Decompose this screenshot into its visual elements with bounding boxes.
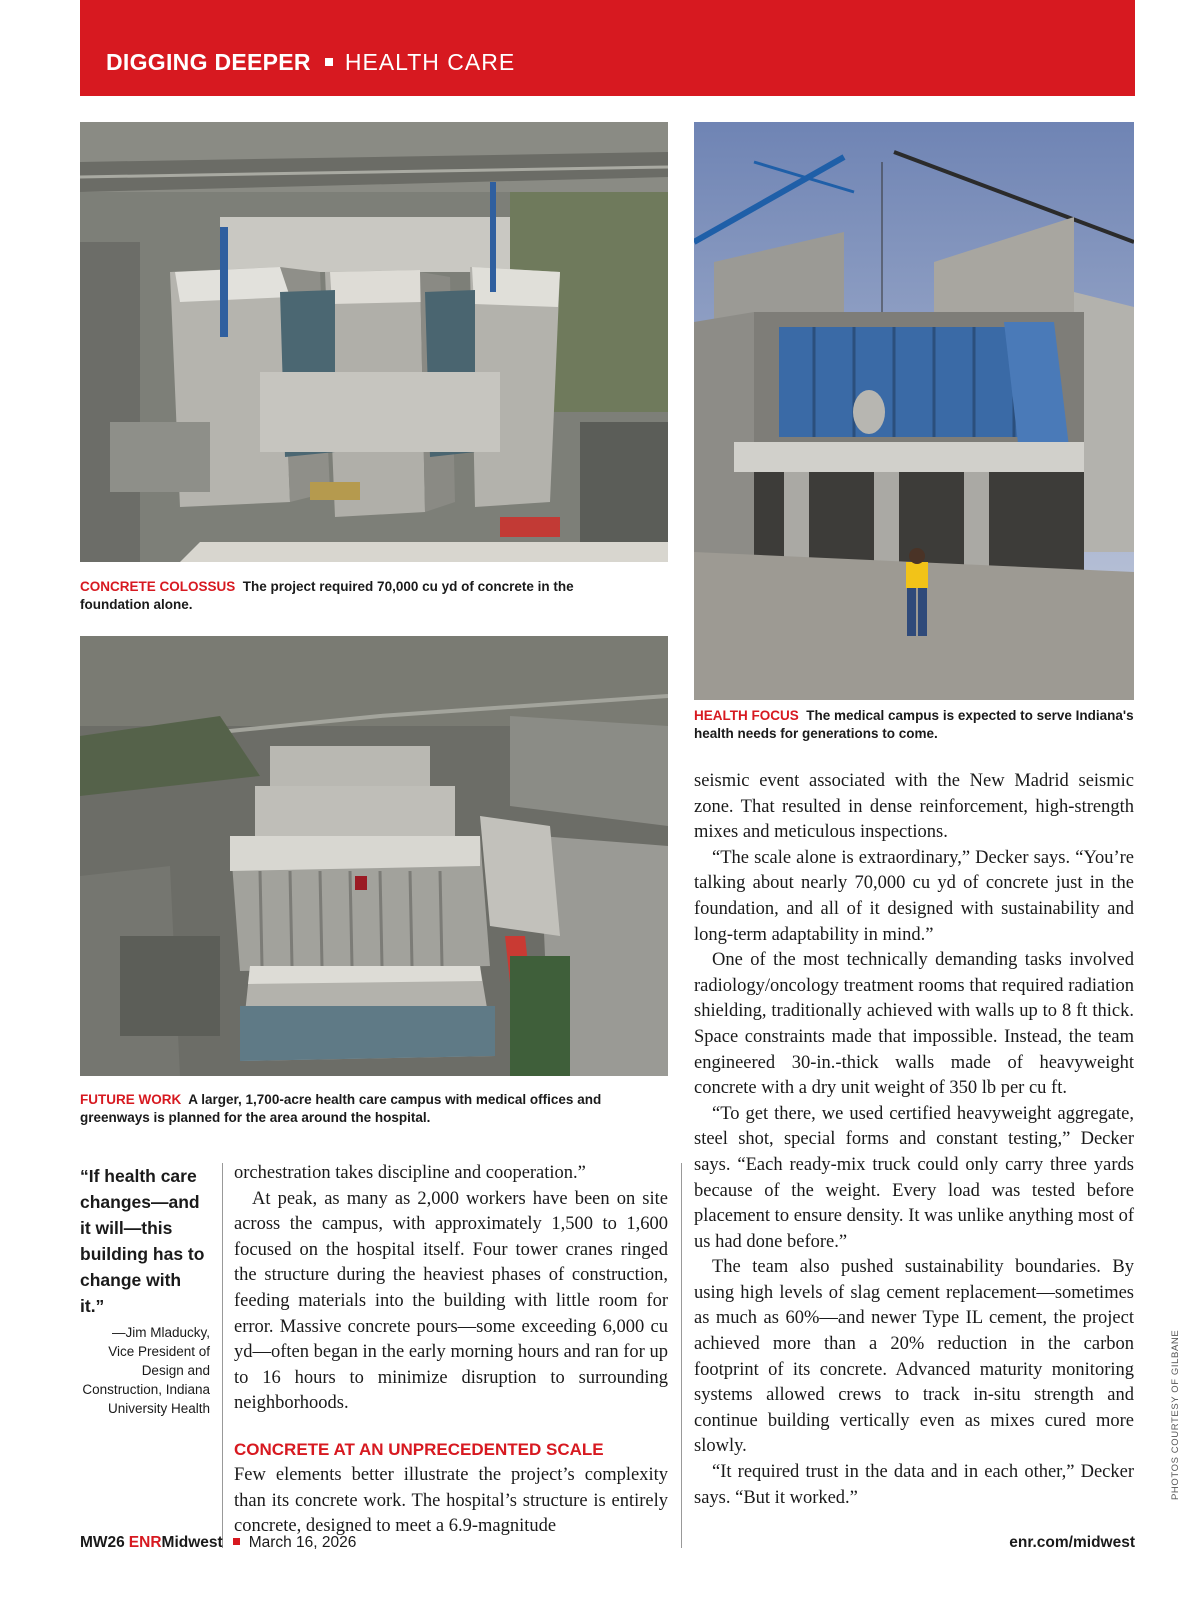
banner-kicker: DIGGING DEEPER <box>106 49 311 75</box>
article-paragraph: “The scale alone is extraordinary,” Decker says. “You’re talking about nearly 70,000 cu yd of concrete just in the foundation, and all of it designed with sustainability and long-term adaptability in mind.” <box>694 847 1134 945</box>
photo-future-work <box>80 636 668 1076</box>
caption-concrete-colossus <box>80 578 640 614</box>
article-paragraph: “To get there, we used certified heavyweight aggregate, steel shot, special forms and constant testing,” Decker says. “Each ready-mix truck could only carry three yards because of the weight. Every load was tested before placement to ensure density. It was unlike anything most of us had done before.” <box>694 1103 1134 1252</box>
pull-quote-title: Vice President of Design and Construction, Indiana University Health <box>82 1344 210 1416</box>
article-column-1 <box>234 1161 668 1540</box>
footer-separator <box>233 1538 240 1545</box>
caption-label: HEALTH FOCUS <box>694 708 799 723</box>
column-rule-left <box>222 1163 223 1548</box>
caption-label: FUTURE WORK <box>80 1092 182 1107</box>
banner-text <box>106 48 515 76</box>
article-subhead: CONCRETE AT AN UNPRECEDENTED SCALE <box>234 1439 604 1459</box>
pull-quote-name: —Jim Mladucky, <box>111 1325 210 1340</box>
pull-quote-attribution <box>80 1323 210 1418</box>
photo-health-focus <box>694 122 1134 700</box>
brand-enr: ENR <box>128 1534 162 1551</box>
pull-quote-text: “If health care changes—and it will—this building has to change with it.” <box>80 1166 205 1316</box>
issue-date: March 16, 2026 <box>248 1534 357 1551</box>
footer-url[interactable]: enr.com/midwest <box>1009 1534 1135 1551</box>
article-paragraph: The team also pushed sustainability boundaries. By using high levels of slag cement replacement—sometimes as much as 60%—and newer Type IL cement, the project achieved more than a 20% reduction in the carbon footprint of its concrete. Advanced maturity monitoring systems allowed crews to track in-situ strength and continue building vertically even as mixes cured more slowly. <box>694 1257 1134 1457</box>
article-paragraph: Few elements better illustrate the project’s complexity than its concrete work. The hospital’s structure is entirely concrete, designed to meet a 6.9-magnitude <box>234 1464 668 1537</box>
article-column-2 <box>694 769 1134 1511</box>
banner-separator <box>325 58 333 66</box>
article-paragraph: One of the most technically demanding tasks involved radiology/oncology treatment rooms that required radiation shielding, traditionally achieved with walls up to 8 ft thick. Space constraints made that impossible. Instead, the team engineered 30-in.-thick walls made of heavyweight concrete with a dry unit weight of 350 lb per cu ft. <box>694 950 1134 1099</box>
article-paragraph: At peak, as many as 2,000 workers have been on site across the campus, with approximately 1,500 to 1,600 focused on the hospital itself. Four tower cranes ringed the structure during the heaviest phases of construction, feeding materials into the building with little room for error. Massive concrete pours—some exceeding 6,000 cu yd—often began in the early morning hours and ran for up to 16 hours to minimize disruption to surrounding neighborhoods. <box>234 1188 668 1414</box>
photo-concrete-colossus <box>80 122 668 562</box>
section-banner <box>80 0 1135 96</box>
banner-section: HEALTH CARE <box>344 49 516 75</box>
brand-midwest: Midwest <box>161 1534 223 1551</box>
caption-health-focus <box>694 707 1134 743</box>
column-rule-right <box>681 1163 682 1548</box>
article-paragraph: “It required trust in the data and in each other,” Decker says. “But it worked.” <box>694 1462 1134 1508</box>
caption-text: The project required 70,000 cu yd of concrete in the foundation alone. <box>80 579 574 612</box>
caption-future-work <box>80 1091 640 1127</box>
article-paragraph: orchestration takes discipline and cooperation.” <box>234 1163 586 1183</box>
caption-text: The medical campus is expected to serve Indiana's health needs for generations to come. <box>694 708 1134 741</box>
caption-label: CONCRETE COLOSSUS <box>80 579 236 594</box>
pull-quote <box>80 1163 210 1418</box>
footer-left <box>80 1533 356 1553</box>
article-paragraph: seismic event associated with the New Madrid seismic zone. That resulted in dense reinforcement, high-strength mixes and meticulous inspections. <box>694 771 1134 843</box>
page-number: MW26 <box>80 1534 125 1551</box>
photo-credit: PHOTOS COURTESY OF GILBANE <box>1170 1329 1181 1500</box>
caption-text: A larger, 1,700-acre health care campus with medical offices and greenways is planned for the area around the hospital. <box>80 1092 602 1125</box>
